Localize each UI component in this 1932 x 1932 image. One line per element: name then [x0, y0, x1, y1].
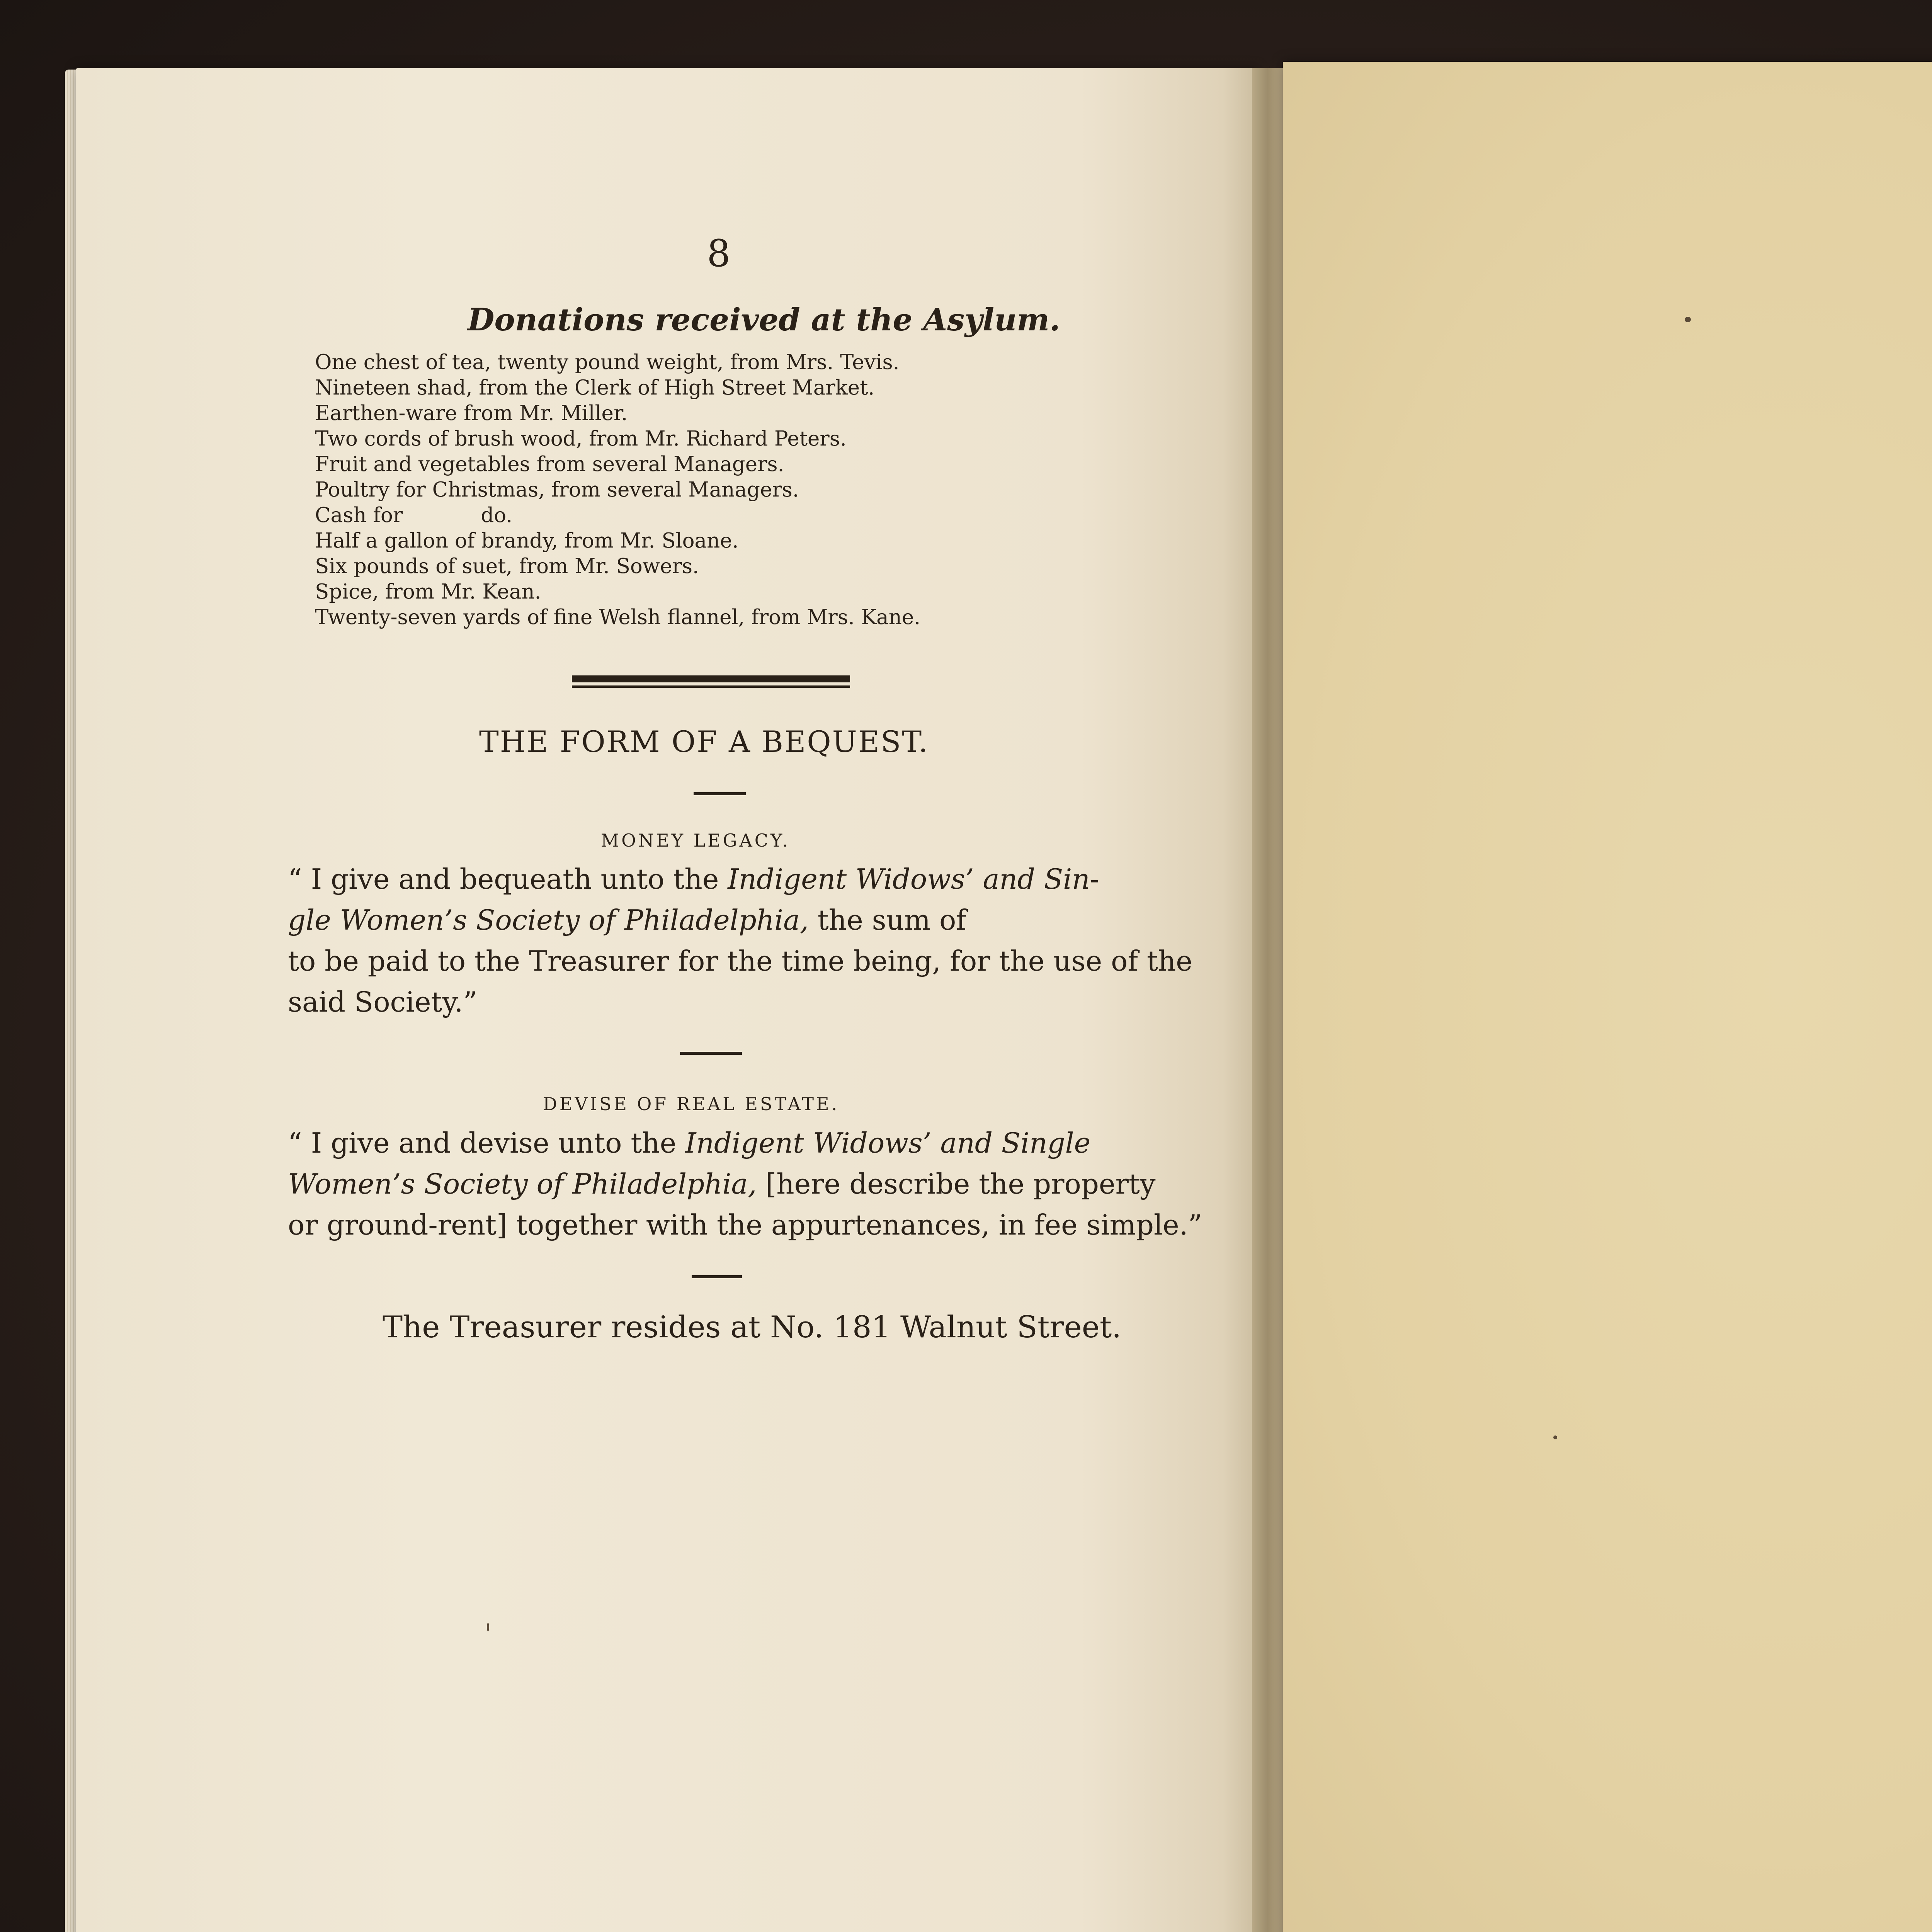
paragraph-line [288, 1122, 1150, 1163]
paragraph-line [288, 1204, 1202, 1245]
line-text: “ I give and bequeath unto the [288, 863, 728, 895]
line-italic-text: Women’s Society of Philadelphia, [288, 1168, 757, 1200]
line-italic-text: gle Women’s Society of Philadelphia, [288, 904, 809, 936]
money-legacy-paragraph [288, 859, 1192, 1022]
paragraph-line [288, 859, 1150, 900]
paper-speck [1553, 1435, 1557, 1439]
line-text: or ground-rent] together with the appurtenances, in fee simple.” [288, 1209, 1202, 1241]
paragraph-line [288, 981, 1150, 1022]
donations-list [315, 350, 1088, 630]
donation-item: Six pounds of suet, from Mr. Sowers. [315, 554, 699, 578]
paper-speck [1685, 317, 1691, 322]
donation-item: Two cords of brush wood, from Mr. Richard Peters. [315, 427, 847, 451]
bequest-title: THE FORM OF A BEQUEST. [479, 724, 929, 759]
donations-heading: Donations received at the Asylum. [468, 301, 1060, 338]
donation-item: One chest of tea, twenty pound weight, from Mrs. Tevis. [315, 350, 900, 374]
donation-item: Spice, from Mr. Kean. [315, 580, 541, 604]
paper-speck [487, 1623, 489, 1631]
short-rule-divider [692, 1275, 742, 1278]
line-text: [here describe the property [757, 1168, 1156, 1200]
donation-item: Poultry for Christmas, from several Managers. [315, 478, 799, 502]
devise-heading: DEVISE OF REAL ESTATE. [543, 1094, 840, 1114]
book-gutter [1252, 68, 1287, 1932]
line-italic-text: Indigent Widows’ and Single [685, 1127, 1091, 1159]
donation-item: Fruit and vegetables from several Managers. [315, 452, 784, 476]
treasurer-note: The Treasurer resides at No. 181 Walnut Street. [383, 1310, 1122, 1345]
line-text: “ I give and devise unto the [288, 1127, 685, 1159]
right-page-blank [1283, 62, 1932, 1932]
devise-paragraph [288, 1122, 1202, 1245]
donation-item: Cash for do. [315, 503, 513, 527]
paragraph-line [288, 940, 1192, 981]
line-text: to be paid to the Treasurer for the time being, for the use of the [288, 945, 1192, 977]
paragraph-line [288, 900, 1150, 940]
short-rule-divider [694, 792, 746, 795]
page-number: 8 [707, 232, 731, 275]
donation-item: Twenty-seven yards of fine Welsh flannel, from Mrs. Kane. [315, 605, 921, 629]
line-italic-text: Indigent Widows’ and Sin- [728, 863, 1099, 895]
donation-item: Earthen-ware from Mr. Miller. [315, 401, 628, 425]
money-legacy-heading: MONEY LEGACY. [601, 830, 790, 851]
donation-item: Half a gallon of brandy, from Mr. Sloane. [315, 529, 739, 553]
line-text: said Society.” [288, 986, 478, 1018]
paragraph-line [288, 1163, 1156, 1204]
short-rule-divider [680, 1052, 742, 1055]
donation-item: Nineteen shad, from the Clerk of High Street Market. [315, 376, 875, 400]
line-text: the sum of [808, 904, 967, 936]
double-rule-divider [572, 675, 850, 689]
